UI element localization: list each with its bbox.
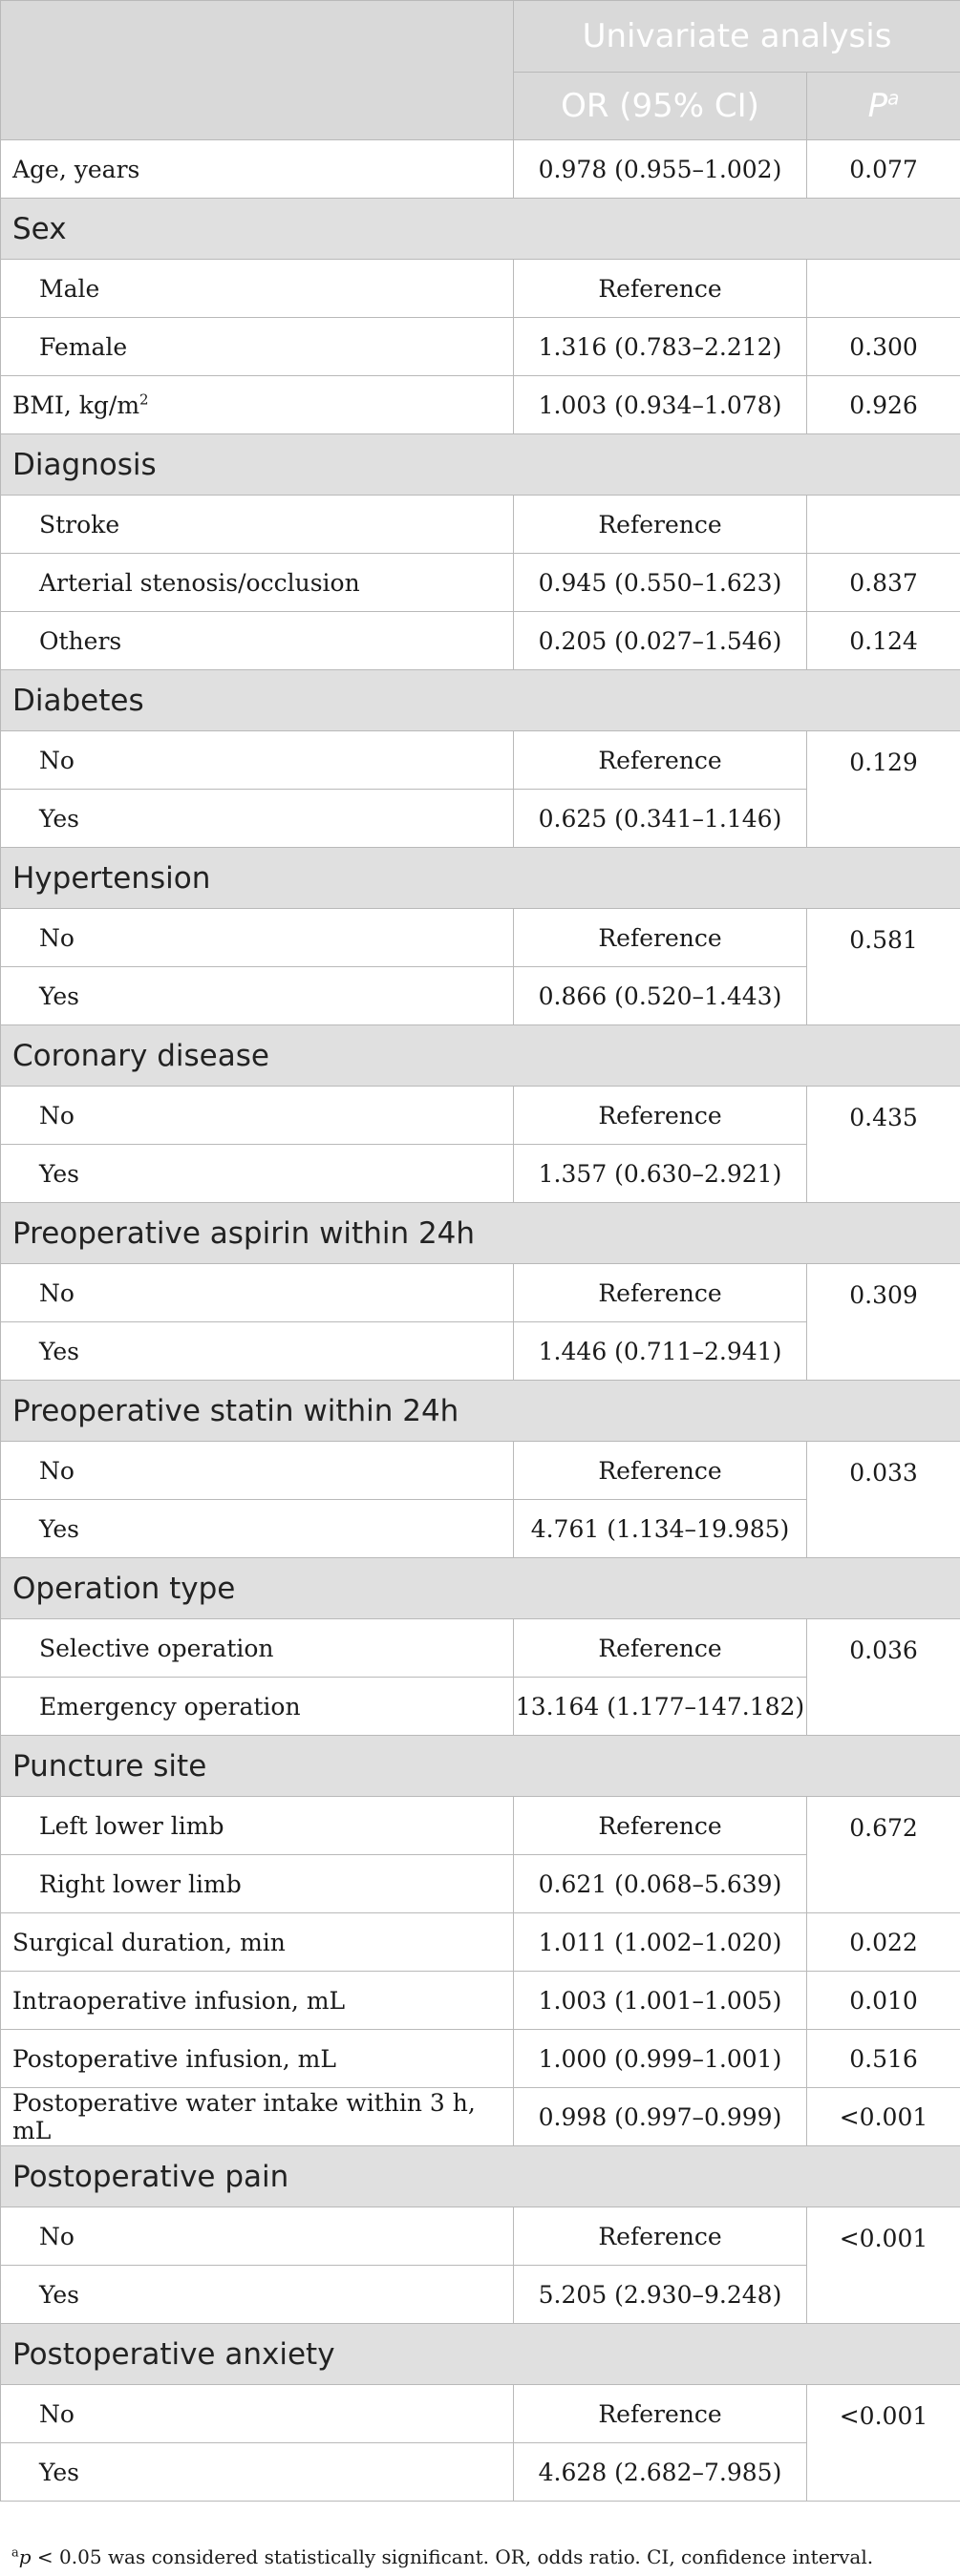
row-or-value: Reference [514,1619,807,1678]
section-row [1,1381,960,1442]
row-or-value: 0.621 (0.068–5.639) [514,1855,807,1913]
table-row [1,2088,960,2146]
row-label: No [1,1087,514,1145]
header-p-column [807,73,960,140]
bmi-label-superscript: 2 [139,391,149,409]
row-p-value: 0.010 [807,1972,960,2030]
section-title: Coronary disease [1,1025,960,1087]
section-row [1,199,960,260]
row-label: No [1,2207,514,2266]
row-label: Arterial stenosis/occlusion [1,554,514,612]
row-label: Right lower limb [1,1855,514,1913]
section-title: Diabetes [1,670,960,731]
section-title: Preoperative statin within 24h [1,1381,960,1442]
row-label: Emergency operation [1,1678,514,1736]
row-label: Yes [1,1500,514,1558]
row-label: Postoperative water intake within 3 h, mL [1,2088,514,2146]
row-or-value: 0.978 (0.955–1.002) [514,140,807,199]
table-row [1,554,960,612]
table-row [1,1972,960,2030]
row-label: Yes [1,1145,514,1203]
row-or-value: 1.000 (0.999–1.001) [514,2030,807,2088]
section-row [1,848,960,909]
table-row [1,2207,960,2266]
row-or-value: 0.866 (0.520–1.443) [514,967,807,1025]
row-label: Others [1,612,514,670]
row-p-value: 0.672 [807,1797,960,1913]
table-row [1,1913,960,1972]
section-row [1,434,960,496]
table-row [1,1087,960,1145]
row-p-value: 0.022 [807,1913,960,1972]
section-row [1,670,960,731]
row-label: No [1,909,514,967]
section-title: Postoperative pain [1,2146,960,2207]
table-row [1,909,960,967]
row-p-value: 0.033 [807,1442,960,1558]
row-label: Female [1,318,514,376]
row-or-value: 13.164 (1.177–147.182) [514,1678,807,1736]
section-title: Preoperative aspirin within 24h [1,1203,960,1264]
row-label: Male [1,260,514,318]
row-or-value: 1.316 (0.783–2.212) [514,318,807,376]
row-label: No [1,2385,514,2443]
row-or-value: Reference [514,909,807,967]
row-p-value: 0.581 [807,909,960,1025]
section-row [1,1203,960,1264]
section-title: Postoperative anxiety [1,2324,960,2385]
row-p-value: 0.129 [807,731,960,848]
table-row [1,1442,960,1500]
row-or-value: 1.011 (1.002–1.020) [514,1913,807,1972]
row-p-value: 0.516 [807,2030,960,2088]
table-row [1,612,960,670]
row-label: Surgical duration, min [1,1913,514,1972]
row-label: Left lower limb [1,1797,514,1855]
table-row [1,376,960,434]
footnote-marker: a [11,2545,19,2561]
row-p-value-empty [807,260,960,318]
row-label: Yes [1,1322,514,1381]
row-or-value: 0.945 (0.550–1.623) [514,554,807,612]
row-label: Yes [1,2266,514,2324]
row-or-value: Reference [514,1264,807,1322]
row-p-value: 0.036 [807,1619,960,1736]
row-label: Yes [1,967,514,1025]
row-or-value: 0.205 (0.027–1.546) [514,612,807,670]
row-or-value: 4.761 (1.134–19.985) [514,1500,807,1558]
row-or-value: Reference [514,2207,807,2266]
row-label: Postoperative infusion, mL [1,2030,514,2088]
row-or-value: 5.205 (2.930–9.248) [514,2266,807,2324]
header-blank-cell [1,1,514,140]
row-p-value: <0.001 [807,2207,960,2324]
table-row [1,731,960,790]
row-or-value: 0.998 (0.997–0.999) [514,2088,807,2146]
table-row [1,318,960,376]
row-label: Selective operation [1,1619,514,1678]
row-or-value: Reference [514,1442,807,1500]
header-group-title: Univariate analysis [514,1,960,73]
row-label: Stroke [1,496,514,554]
row-or-value: Reference [514,496,807,554]
row-or-value: Reference [514,731,807,790]
section-title: Hypertension [1,848,960,909]
section-row [1,1558,960,1619]
p-superscript: a [887,86,900,110]
row-or-value: 1.003 (1.001–1.005) [514,1972,807,2030]
row-or-value: Reference [514,1797,807,1855]
section-row [1,1736,960,1797]
row-label [1,376,514,434]
header-or-column: OR (95% CI) [514,73,807,140]
row-label: Age, years [1,140,514,199]
p-label: P [867,87,888,125]
row-p-value: 0.837 [807,554,960,612]
row-or-value: Reference [514,2385,807,2443]
row-or-value: 4.628 (2.682–7.985) [514,2443,807,2502]
row-label: Yes [1,2443,514,2502]
table-row [1,140,960,199]
row-label: No [1,731,514,790]
row-p-value: <0.001 [807,2088,960,2146]
row-label: No [1,1264,514,1322]
row-p-value: 0.077 [807,140,960,199]
row-or-value: Reference [514,260,807,318]
table-row [1,1797,960,1855]
row-label: No [1,1442,514,1500]
row-p-value-empty [807,496,960,554]
bmi-label-text: BMI, kg/m [12,391,140,419]
table-row [1,1264,960,1322]
row-or-value: 1.003 (0.934–1.078) [514,376,807,434]
row-p-value: 0.124 [807,612,960,670]
section-title: Sex [1,199,960,260]
table-row [1,2030,960,2088]
footnote-variable: p [18,2545,32,2568]
footnote-text: < 0.05 was considered statistically significant. OR, odds ratio. CI, confidence interval. [31,2545,874,2568]
row-label: Intraoperative infusion, mL [1,1972,514,2030]
row-or-value: 1.357 (0.630–2.921) [514,1145,807,1203]
row-or-value: 1.446 (0.711–2.941) [514,1322,807,1381]
table-row [1,260,960,318]
row-or-value: 0.625 (0.341–1.146) [514,790,807,848]
row-p-value: <0.001 [807,2385,960,2502]
table-row [1,2385,960,2443]
row-p-value: 0.435 [807,1087,960,1203]
row-p-value: 0.926 [807,376,960,434]
row-p-value: 0.300 [807,318,960,376]
section-title: Puncture site [1,1736,960,1797]
table-row [1,496,960,554]
section-row [1,1025,960,1087]
section-row [1,2146,960,2207]
section-row [1,2324,960,2385]
table-footnote [0,2545,960,2568]
row-label: Yes [1,790,514,848]
section-title: Diagnosis [1,434,960,496]
row-or-value: Reference [514,1087,807,1145]
table-row [1,1619,960,1678]
row-p-value: 0.309 [807,1264,960,1381]
section-title: Operation type [1,1558,960,1619]
